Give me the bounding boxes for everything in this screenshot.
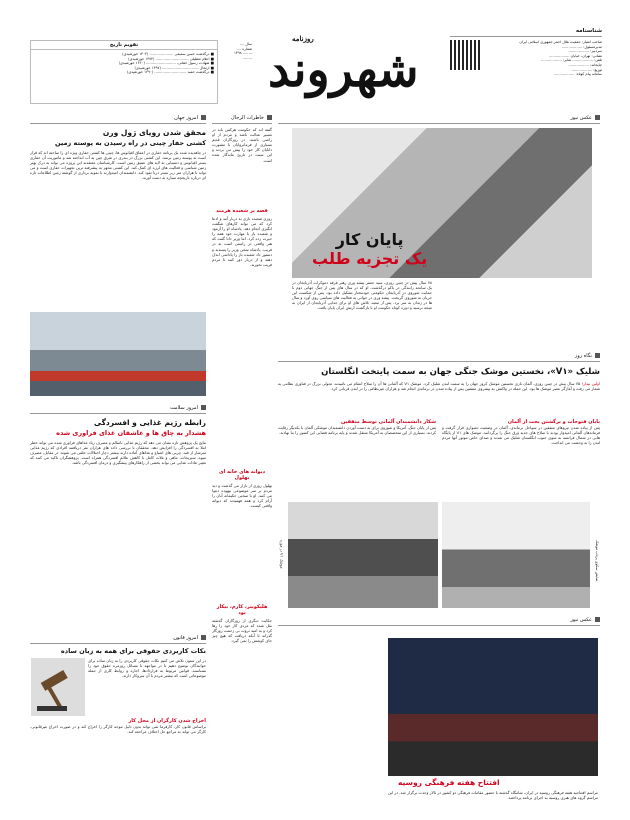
memory-story1-body: روزی شعبده بازی به دربار آمد و ادعا کرد که می تواند کارهای شگفت انگیزی انجام دهد. پادشاه او را آزمود و شعبده باز با مهارت خود همه را حیرت زده کرد. اما وزیر دانا گفت که هنر واقعی در راستی است نه در فریب. پادشاه سخن وزیر را پسندید و دستور داد شعبده باز را پاداشی اندک دهند و از دربار دور کنند تا مردم فریب نخورند. (212, 216, 272, 267)
feature-body: ۷۸ سال پیش در چنین روزی، سید جعفر پیشه وری رهبر فرقه دموکرات آذربایجان در یک سانحه رانندگی در باکو درگذشت. او که در سال های پس از جنگ جهانی دوم با حمایت شوروی در آذربایجان حکومتی خودمختار تشکیل داده بود، پس از شکست این جریان به شوروی گریخت. پیشه وری در جوانی به فعالیت های سیاسی روی آورد و سال ها در زندان به سر برد. پس از تبعید، تلاش های او برای جدایی آذربایجان از ایران به نتیجه نرسید و دوره کوتاه حکومت او با بازگشت ارتش ایران پایان یافت. (292, 280, 432, 311)
section-square-icon (201, 405, 206, 410)
drilling-ship-photo (30, 312, 206, 396)
feature-headline (312, 230, 427, 268)
news-photo-body: مراسم افتتاحیه هفته فرهنگی روسیه در ایران، شامگاه گذشته با حضور مقامات فرهنگی دو کشور در تالار وحدت برگزار شد. در این مراسم گروه های هنری روسیه به اجرای برنامه پرداختند. (388, 790, 598, 801)
history-columns (278, 419, 600, 469)
newspaper-logo (262, 32, 442, 104)
almanac-item-text: اعلام تعطیلی ............................. (۱۳۷۴ خورشیدی) (128, 56, 210, 61)
almanac-box (30, 40, 218, 104)
section-header-health (30, 402, 206, 414)
almanac-item: ■ شهادت رسول حقانی، .......................... (۱۳۶۰ خورشیدی) (118, 61, 214, 66)
almanac-list (31, 50, 217, 77)
section-label: امروز سلامت (169, 404, 198, 411)
date-line: ........ ۱۳۹۸ (233, 51, 252, 56)
photo-caption-left: موشک V۱ در موزه (279, 540, 284, 569)
almanac-title: تقویم تاریخ (31, 41, 217, 50)
section-header-law (30, 632, 206, 644)
news-photo-headline: افتتاح هفته فرهنگی روسیه (398, 778, 500, 787)
history-col-left (278, 419, 436, 469)
masthead (30, 28, 602, 106)
almanac-item: ■ درگذشت حمید ............................ (۱۳۹۰ خورشیدی) (127, 70, 214, 75)
law-subhead: اخراج شدن کارگران از محل کار (128, 718, 206, 724)
feature-headline-line2: یک تجزیه طلب (312, 249, 428, 268)
almanac-item: ■ ارتحال ................................ (۱۳۹۷ خورشیدی) (134, 65, 214, 70)
history-body-2: پس از پایان جنگ، آمریکا و شوروی برای به دست آوردن دانشمندان موشکی آلمان با یکدیگر رقابت کردند. بسیاری از این متخصصان به آمریکا منتقل شدند و پایه برنامه فضایی این کشور را بنا نهادند. (278, 425, 436, 436)
section-header-today (278, 350, 600, 362)
law-row (30, 658, 206, 716)
almanac-item-text: درگذشت حمید ............................ (۱۳۹۰ خورشیدی) (127, 70, 210, 75)
section-label: خاطرات الرجال (231, 114, 264, 121)
feature-headline-line1: پایان کار (335, 230, 404, 249)
issue-date (218, 42, 252, 60)
history-subhead-1: پایان فتوحات و برگشتن بخت از آلمان (507, 419, 600, 425)
qr-code (450, 40, 480, 70)
law-headline: نکات کاربردی حقوقی برای همه به زبان ساده (60, 647, 206, 655)
section-header-memory (212, 112, 272, 124)
section-label: امروز جهان (174, 114, 198, 121)
history-subhead-2: شکار دانشمندان آلمانی توسط متفقین (341, 419, 436, 425)
history-headline: شلیک «V۱»، نخستین موشک جنگی جهان به سمت پایتخت انگلستان (321, 367, 600, 377)
law-body: در این ستون تلاش می کنیم نکات حقوقی کاربردی را به زبان ساده برای خوانندگان توضیح دهیم تا در مواجهه با مسائل روزمره حقوق خود را بشناسند. قوانین مربوط به قراردادها، اجاره و روابط کاری از جمله موضوعاتی است که بیشتر مردم با آن سروکار دارند. (88, 658, 206, 679)
date-line: ........ (242, 55, 252, 60)
news-photo-block (278, 614, 600, 812)
law-body-2: براساس قانون کار، کارفرما نمی تواند بدون دلیل موجه کارگر را اخراج کند و در صورت اخراج غیرقانونی، کارگر می تواند به مراجع حل اختلاف مراجعه کند. (30, 724, 206, 735)
date-line: شماره .... (236, 46, 252, 51)
v1-rocket-photo-left (288, 502, 438, 608)
memory-story1-title: قصه بر شعبده هرمند (216, 208, 268, 214)
world-headline: محقق شدن رویای ژول ورن (102, 128, 206, 137)
memory-column (212, 112, 272, 812)
almanac-item-text: ارتحال ................................ (۱۳۹۷ خورشیدی) (134, 65, 210, 70)
health-body: نتایج یک پژوهش تازه نشان می دهد که رژیم غذایی ناسالم و مصرف زیاد غذاهای فراوری شده می تواند خطر ابتلا به افسردگی را افزایش دهد. محققان با بررسی داده های هزاران نفر دریافتند افرادی که رژیم غذایی سرشار از قند، چربی های اشباع و غذاهای آماده دارند بیشتر دچار اختلالات خلقی می شوند. در مقابل، مصرف میوه، سبزیجات، ماهی و غلات کامل با کاهش علائم افسردگی همراه است. پژوهشگران تاکید می کنند که تغییر عادات غذایی می تواند بخشی از راهکارهای پیشگیری و درمان افسردگی باشد. (30, 440, 206, 466)
logo-wordmark: شهروند (268, 42, 419, 98)
logo-subtitle: روزنامه (292, 34, 314, 43)
section-label: عکس نیوز (570, 114, 592, 121)
memory-story2-title: دیوانه های خانه ای بهلول (218, 469, 266, 481)
memory-story3-title: هلیکوپتر، کارم، بیکار بود (216, 604, 268, 616)
imprint-line: سردبیر: .................. (568, 49, 602, 54)
imprint-title: شناسنامه (450, 28, 602, 37)
gavel-icon (31, 658, 85, 716)
health-subhead: هشدار به چاق ها و عاشقان غذای فراوری شده (56, 429, 206, 437)
section-square-icon (201, 115, 206, 120)
imprint-lines (484, 40, 602, 77)
memory-story2-body: بهلول روزی از بازار می گذشت و دید مردم بر سر موضوعی بیهوده دعوا می کنند. او با سخنی حکیمانه آنان را آرام کرد و همه فهمیدند که دیوانه واقعی کیست. (212, 483, 272, 509)
imprint-line: تلفن: .................. نمابر: .................. (541, 58, 602, 63)
section-label: نگاه روز (574, 352, 592, 359)
section-header-photo-news-2 (278, 614, 600, 626)
almanac-item-text: شهادت رسول حقانی، .......................... (۱۳۶۰ خورشیدی) (118, 61, 210, 66)
photo-caption-right: نمایش سکوی پرتاب موشک (595, 540, 599, 582)
world-body: در چاهدیده شده یک برنامه حفاری در اعماق اقیانوس ها، چینی ها کشتی حفاری ویژه ای را ساخته اند که قرار است به پوسته زمین برسد. این کشتی بزرگ در بندری در شرق چین به آب انداخته شد و ماموریت آن حفاری بستر اقیانوس و دستیابی به لایه های عمیق زمین است. کارشناسان معتقدند این پروژه می تواند به درک بهتر زمین شناسی و فعالیت های لرزه ای کمک کند. این کشتی مجهز به پیشرفته ترین تجهیزات حفاری است و می تواند تا هزاران متر زیر بستر دریا نفوذ کند. دانشمندان امیدوارند با نمونه برداری از گوشته زمین اطلاعات تازه ای درباره تاریخچه سیاره به دست آورند. (30, 150, 206, 181)
memory-story3-body: حکایت دیگری از روزگاران گذشته نقل شده که مردی کار خود را رها کرد و به امید ثروت بی زحمت روزگار گذراند تا آنکه دریافت که هیچ چیز جای کوشش را نمی گیرد. (212, 618, 272, 644)
imprint-line: صاحب امتیاز: جمعیت هلال احمر جمهوری اسلامی ایران (519, 40, 602, 44)
date-line: سال .... (239, 42, 252, 46)
almanac-item-text: درگذشت حسن سمیعی ..................... (۱۳۰۳ خورشیدی) (122, 52, 210, 56)
almanac-item: ■ اعلام تعطیلی ............................. (۱۳۷۴ خورشیدی) (128, 56, 214, 61)
history-col-right (442, 419, 600, 469)
section-header-photo-news (278, 112, 600, 124)
world-subhead: کشتی حفار چینی در راه رسیدن به پوسته زمین (55, 139, 206, 147)
feature-block (278, 112, 600, 348)
v1-rocket-photo-right (442, 502, 590, 608)
almanac-item: ■ درگذشت حسن سمیعی ..................... (۱۳۰۳ خورشیدی) (122, 52, 214, 56)
imprint-line: مدیرمسئول: .................. (561, 44, 602, 49)
left-column (30, 112, 206, 812)
history-block (278, 350, 600, 612)
imprint-line: سامانه پیام کوتاه: .................. (553, 72, 602, 77)
section-square-icon (595, 115, 600, 120)
section-square-icon (595, 353, 600, 358)
section-label: عکس نیوز (570, 616, 592, 623)
imprint-box (450, 28, 602, 106)
imprint-line: نشانی: تهران، خیابان .................. (548, 53, 602, 58)
section-square-icon (267, 115, 272, 120)
memory-intro: گفته اند که حکومت هرکس باید در مسیر عدالت باشد و مردم از او راضی باشند. در روزگاران قدیم بسیاری از فرمانروایان با مشورت دانایان کار خود را پیش می بردند و این سنت در تاریخ ماندگار شده است. (212, 127, 272, 163)
imprint-line: چاپخانه: .................. (568, 62, 602, 67)
cultural-week-photo (388, 638, 598, 776)
health-headline: رابطه رژیم غذایی و افسردگی (93, 418, 206, 427)
imprint-line: توزیع: .................. (571, 67, 602, 72)
section-square-icon (595, 617, 600, 622)
section-square-icon (201, 635, 206, 640)
section-header-world (30, 112, 206, 124)
history-lead-label: اولین بیدار! (581, 381, 600, 386)
history-lead-text: ۷۵ سال پیش در چنین روزی، آلمان نازی نخستین موشک کروز جهان را به سمت لندن شلیک کرد. موشک V۱ که آلمانی ها آن را سلاح انتقام می نامیدند، تحولی بزرگ در فناوری نظامی به شمار می رفت و آغازگر عصر موشک ها بود. این حمله در واکنش به پیشروی متفقین پس از پیاده شدن در نرماندی انجام شد و هزاران غیرنظامی را در لندن قربانی کرد. (278, 381, 600, 392)
history-body-1: پس از پیاده شدن نیروهای متفقین در سواحل نرماندی، آلمان در وضعیت دشواری قرار گرفت و فرماندهان آلمانی امیدوار بودند با سلاح های جدید ورق جنگ را برگردانند. موشک های V۱ از پایگاه هایی در شمال فرانسه به سوی جنوب انگلستان شلیک می شدند و صدای خاص موتور آنها مردم لندن را به وحشت می انداخت. (442, 425, 600, 446)
section-label: امروز قانون (173, 634, 198, 641)
history-lead (278, 381, 600, 417)
